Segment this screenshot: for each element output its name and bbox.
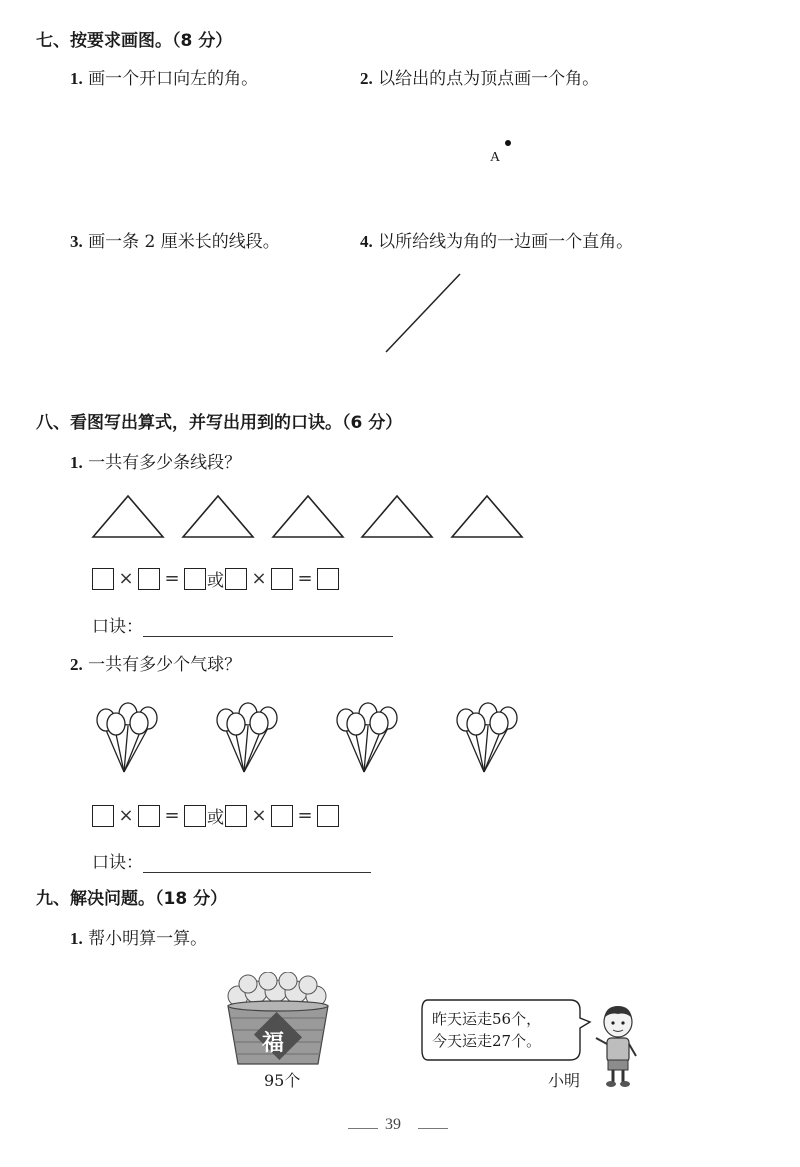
section-7-title: 七、按要求画图。（8 分） bbox=[36, 31, 233, 51]
balloons-figure bbox=[88, 690, 538, 778]
triangle bbox=[183, 496, 253, 537]
triangle bbox=[273, 496, 343, 537]
answer-box[interactable] bbox=[138, 568, 160, 590]
question-text: 画一条 2 厘米长的线段。 bbox=[88, 232, 280, 252]
question-number: 1. bbox=[70, 69, 83, 88]
question-7-3 bbox=[70, 227, 280, 252]
page-number: 39 bbox=[385, 1116, 401, 1133]
question-8-1 bbox=[70, 448, 241, 473]
answer-box[interactable] bbox=[271, 805, 293, 827]
equals-sign: = bbox=[164, 568, 180, 589]
bubble-line: 昨天运走56个， bbox=[432, 1010, 542, 1028]
answer-box[interactable] bbox=[317, 805, 339, 827]
footer-dash-left bbox=[348, 1128, 378, 1129]
balloon-bunch bbox=[457, 703, 517, 772]
balloon-bunch bbox=[97, 703, 157, 772]
equation-row-2 bbox=[92, 803, 339, 828]
koujue-row-2 bbox=[92, 848, 371, 873]
given-line bbox=[380, 268, 470, 358]
times-sign: × bbox=[251, 805, 267, 826]
answer-box[interactable] bbox=[92, 568, 114, 590]
answer-box[interactable] bbox=[138, 805, 160, 827]
koujue-answer-line[interactable] bbox=[143, 871, 371, 873]
question-text: 一共有多少条线段？ bbox=[88, 453, 242, 473]
equation-row-1 bbox=[92, 566, 339, 591]
answer-box[interactable] bbox=[225, 568, 247, 590]
question-7-2 bbox=[360, 64, 599, 89]
times-sign: × bbox=[251, 568, 267, 589]
question-number: 4. bbox=[360, 232, 373, 251]
question-text: 画一个开口向左的角。 bbox=[88, 69, 259, 89]
boy-xiaoming-image bbox=[592, 1004, 642, 1088]
question-9-1 bbox=[70, 924, 207, 949]
equals-sign: = bbox=[297, 805, 313, 826]
basket-character: 福 bbox=[262, 1030, 285, 1056]
answer-box[interactable] bbox=[271, 568, 293, 590]
bubble-line: 今天运走27个。 bbox=[432, 1032, 542, 1050]
triangle bbox=[452, 496, 522, 537]
basket-count-label: 95个 bbox=[264, 1071, 301, 1090]
question-number: 2. bbox=[70, 655, 83, 674]
question-text: 以给出的点为顶点画一个角。 bbox=[378, 69, 600, 89]
answer-box[interactable] bbox=[317, 568, 339, 590]
balloon-bunch bbox=[217, 703, 277, 772]
question-number: 1. bbox=[70, 453, 83, 472]
question-7-4 bbox=[360, 227, 633, 252]
balloon-bunch bbox=[337, 703, 397, 772]
question-number: 2. bbox=[360, 69, 373, 88]
triangle bbox=[93, 496, 163, 537]
equals-sign: = bbox=[164, 805, 180, 826]
given-line-segment bbox=[386, 274, 460, 352]
koujue-row-1 bbox=[92, 612, 393, 637]
times-sign: × bbox=[118, 568, 134, 589]
triangles-figure bbox=[88, 490, 528, 542]
footer-dash-right bbox=[418, 1128, 448, 1129]
point-label: A bbox=[490, 150, 501, 165]
section-8-title: 八、看图写出算式，并写出用到的口诀。（6 分） bbox=[36, 413, 403, 433]
question-number: 3. bbox=[70, 232, 83, 251]
question-number: 1. bbox=[70, 929, 83, 948]
answer-box[interactable] bbox=[184, 805, 206, 827]
question-text: 以所给线为角的一边画一个直角。 bbox=[378, 232, 634, 252]
equals-sign: = bbox=[297, 568, 313, 589]
answer-box[interactable] bbox=[225, 805, 247, 827]
answer-box[interactable] bbox=[92, 805, 114, 827]
speech-bubble-text bbox=[432, 1008, 541, 1052]
triangle bbox=[362, 496, 432, 537]
section-9-title: 九、解决问题。（18 分） bbox=[36, 889, 228, 909]
person-name-label: 小明 bbox=[548, 1071, 581, 1090]
koujue-label: 口诀： bbox=[92, 853, 143, 873]
times-sign: × bbox=[118, 805, 134, 826]
question-7-1 bbox=[70, 64, 258, 89]
question-text: 一共有多少个气球？ bbox=[88, 655, 242, 675]
or-text: 或 bbox=[207, 808, 224, 828]
koujue-answer-line[interactable] bbox=[143, 635, 393, 637]
question-text: 帮小明算一算。 bbox=[88, 929, 208, 949]
question-8-2 bbox=[70, 650, 241, 675]
or-text: 或 bbox=[207, 571, 224, 591]
koujue-label: 口诀： bbox=[92, 617, 143, 637]
answer-box[interactable] bbox=[184, 568, 206, 590]
vertex-point bbox=[505, 140, 511, 146]
